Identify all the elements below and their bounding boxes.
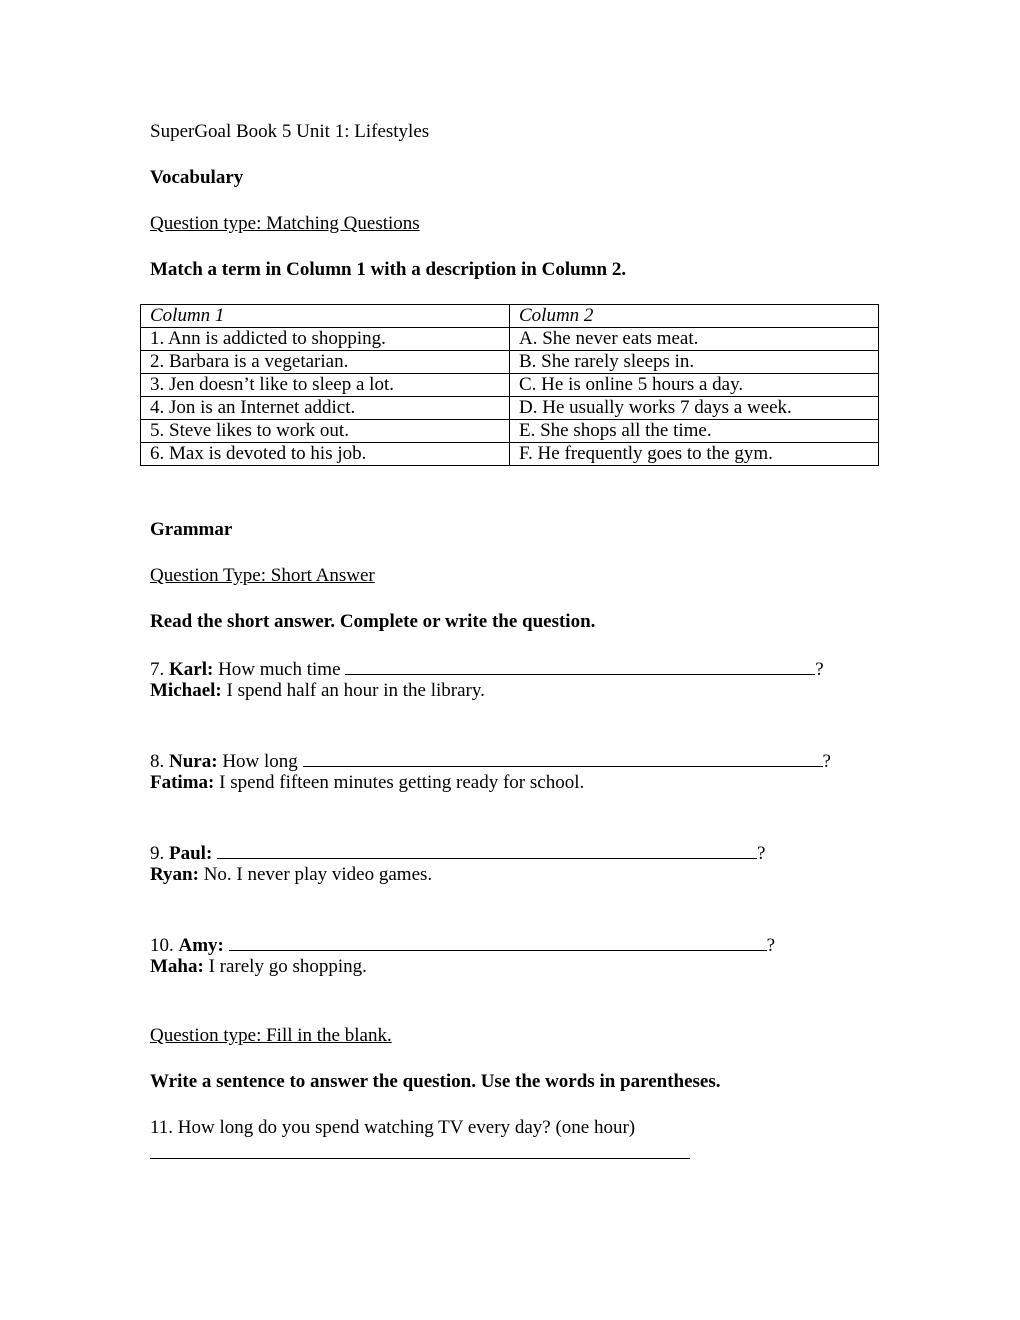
- grammar-question-type: Question Type: Short Answer: [150, 565, 375, 586]
- term-cell: 3. Jen doesn’t like to sleep a lot.: [141, 374, 510, 397]
- question-9: [150, 840, 765, 865]
- question-prompt: How long: [222, 751, 298, 772]
- description-cell: E. She shops all the time.: [510, 420, 879, 443]
- question-prompt: How much time: [218, 659, 341, 680]
- table-header-row: [141, 305, 879, 328]
- vocabulary-instruction: Match a term in Column 1 with a description in Column 2.: [150, 259, 627, 280]
- answer-10: [150, 955, 367, 978]
- question-8: [150, 748, 831, 773]
- vocabulary-question-type: Question type: Matching Questions: [150, 213, 420, 234]
- fill-blank-question-type: Question type: Fill in the blank.: [150, 1025, 392, 1046]
- speaker-name: Michael:: [150, 680, 222, 701]
- question-7: [150, 656, 824, 681]
- column-1-header: Column 1: [141, 305, 510, 328]
- short-answer: I spend half an hour in the library.: [226, 680, 485, 701]
- question-number: 9.: [150, 843, 165, 864]
- speaker-name: Paul:: [169, 843, 213, 864]
- answer-8: [150, 771, 584, 794]
- description-cell: C. He is online 5 hours a day.: [510, 374, 879, 397]
- table-row: [141, 374, 879, 397]
- grammar-heading: Grammar: [150, 519, 233, 540]
- question-number: 8.: [150, 751, 165, 772]
- description-cell: B. She rarely sleeps in.: [510, 351, 879, 374]
- speaker-name: Amy:: [178, 935, 224, 956]
- description-cell: F. He frequently goes to the gym.: [510, 443, 879, 466]
- answer-blank[interactable]: [303, 748, 823, 767]
- speaker-name: Maha:: [150, 956, 204, 977]
- question-mark: ?: [757, 843, 766, 864]
- table-row: [141, 351, 879, 374]
- answer-blank[interactable]: [229, 932, 767, 951]
- answer-blank[interactable]: [345, 656, 815, 675]
- speaker-name: Fatima:: [150, 772, 215, 793]
- question-mark: ?: [815, 659, 824, 680]
- document-title: SuperGoal Book 5 Unit 1: Lifestyles: [150, 121, 430, 142]
- speaker-name: Ryan:: [150, 864, 199, 885]
- table-row: [141, 328, 879, 351]
- speaker-name: Nura:: [169, 751, 218, 772]
- question-10: [150, 932, 775, 957]
- short-answer: I spend fifteen minutes getting ready for school.: [219, 772, 585, 793]
- matching-table: [140, 304, 879, 466]
- answer-9: [150, 863, 432, 886]
- term-cell: 5. Steve likes to work out.: [141, 420, 510, 443]
- answer-blank[interactable]: [217, 840, 757, 859]
- answer-line[interactable]: [150, 1158, 690, 1159]
- term-cell: 1. Ann is addicted to shopping.: [141, 328, 510, 351]
- vocabulary-heading: Vocabulary: [150, 167, 244, 188]
- table-row: [141, 420, 879, 443]
- short-answer: No. I never play video games.: [203, 864, 433, 885]
- question-mark: ?: [766, 935, 776, 956]
- question-11: 11. How long do you spend watching TV every day? (one hour): [150, 1117, 636, 1138]
- description-cell: A. She never eats meat.: [510, 328, 879, 351]
- column-2-header: Column 2: [510, 305, 879, 328]
- question-number: 10.: [150, 935, 174, 956]
- table-row: [141, 443, 879, 466]
- answer-7: [150, 679, 485, 702]
- term-cell: 4. Jon is an Internet addict.: [141, 397, 510, 420]
- term-cell: 6. Max is devoted to his job.: [141, 443, 510, 466]
- grammar-instruction: Read the short answer. Complete or write the question.: [150, 611, 596, 632]
- question-number: 7.: [150, 659, 165, 680]
- question-mark: ?: [822, 751, 831, 772]
- speaker-name: Karl:: [169, 659, 214, 680]
- description-cell: D. He usually works 7 days a week.: [510, 397, 879, 420]
- table-row: [141, 397, 879, 420]
- term-cell: 2. Barbara is a vegetarian.: [141, 351, 510, 374]
- fill-blank-instruction: Write a sentence to answer the question. Use the words in parentheses.: [150, 1071, 721, 1092]
- short-answer: I rarely go shopping.: [208, 956, 367, 977]
